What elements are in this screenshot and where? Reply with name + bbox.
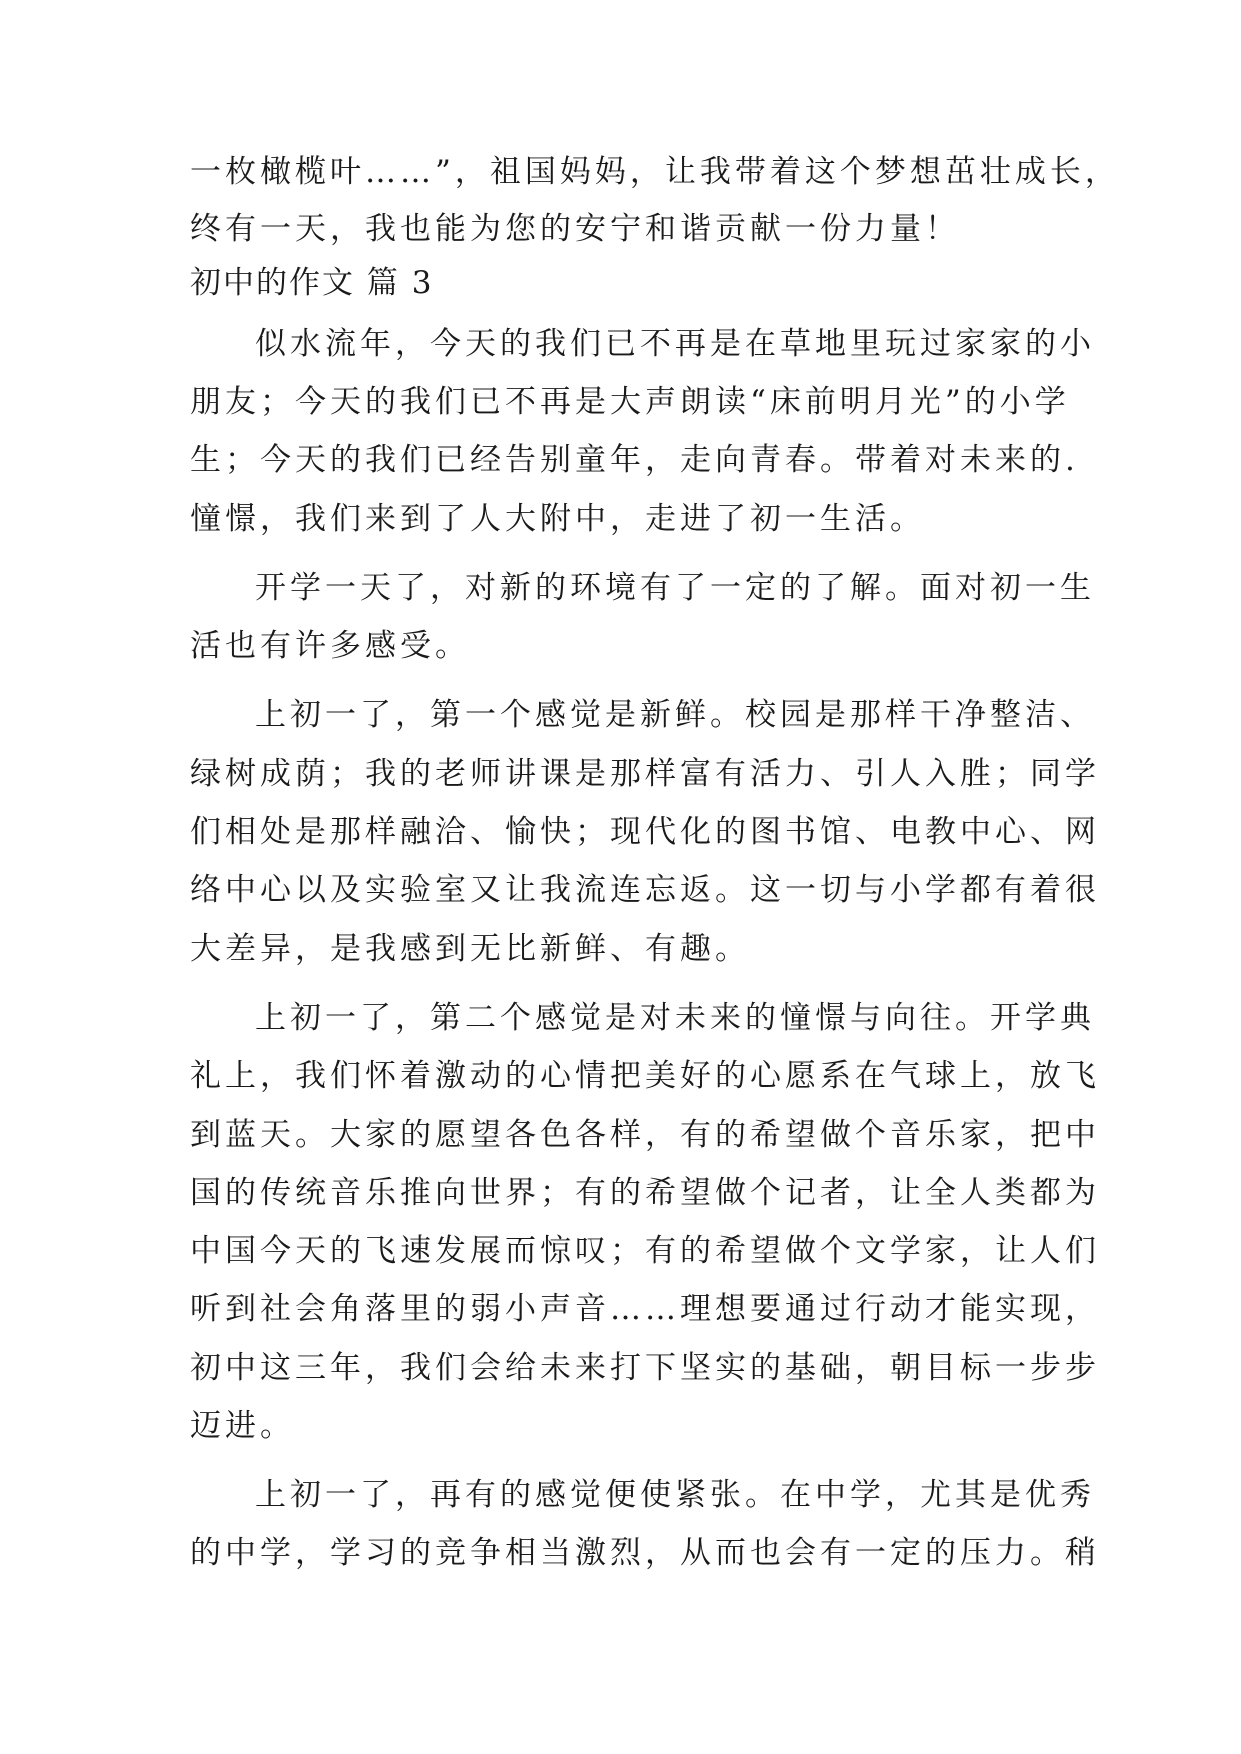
text-line: 听到社会角落里的弱小声音……理想要通过行动才能实现， [190,1291,1100,1327]
text-line: 憧憬，我们来到了人大附中，走进了初一生活。 [190,501,925,537]
text-line: 络中心以及实验室又让我流连忘返。这一切与小学都有着很 [190,872,1100,908]
text-line: 国的传统音乐推向世界；有的希望做个记者，让全人类都为 [190,1175,1100,1211]
text-line: 们相处是那样融洽、愉快；现代化的图书馆、电教中心、网 [190,814,1100,850]
text-line: 上初一了，第二个感觉是对未来的憧憬与向往。开学典 [255,1000,1095,1036]
text-line: 活也有许多感受。 [190,628,470,664]
text-line: 开学一天了，对新的环境有了一定的了解。面对初一生 [255,570,1095,606]
text-line: 迈进。 [190,1408,295,1444]
section-heading: 初中的作文 篇 3 [190,265,434,301]
text-line: 生；今天的我们已经告别童年，走向青春。带着对未来的. [190,442,1079,478]
text-line: 似水流年，今天的我们已不再是在草地里玩过家家的小 [255,326,1095,362]
text-line: 朋友；今天的我们已不再是大声朗读“床前明月光”的小学 [190,384,1070,420]
text-line: 上初一了，再有的感觉便使紧张。在中学，尤其是优秀 [255,1477,1095,1513]
text-line: 到蓝天。大家的愿望各色各样，有的希望做个音乐家，把中 [190,1117,1100,1153]
text-line: 中国今天的飞速发展而惊叹；有的希望做个文学家，让人们 [190,1233,1100,1269]
text-line: 一枚橄榄叶……”，祖国妈妈，让我带着这个梦想茁壮成长， [190,154,1120,190]
text-line: 初中这三年，我们会给未来打下坚实的基础，朝目标一步步 [190,1350,1100,1386]
text-line: 的中学，学习的竞争相当激烈，从而也会有一定的压力。稍 [190,1535,1100,1571]
text-line: 绿树成荫；我的老师讲课是那样富有活力、引人入胜；同学 [190,756,1100,792]
text-line: 大差异，是我感到无比新鲜、有趣。 [190,931,750,967]
text-line: 上初一了，第一个感觉是新鲜。校园是那样干净整洁、 [255,697,1095,733]
text-line: 终有一天，我也能为您的安宁和谐贡献一份力量！ [190,211,960,247]
text-line: 礼上，我们怀着激动的心情把美好的心愿系在气球上，放飞 [190,1058,1100,1094]
